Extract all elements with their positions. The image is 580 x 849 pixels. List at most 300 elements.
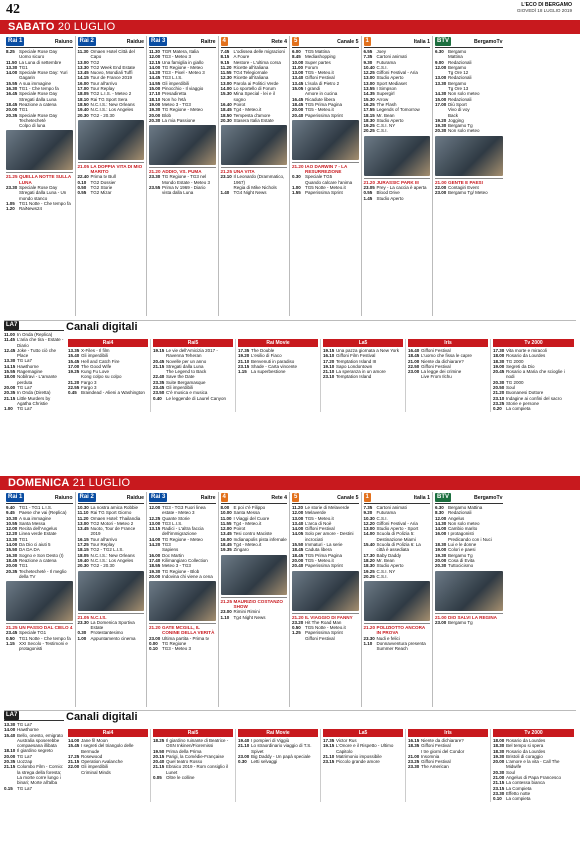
program-title: Bergamo xyxy=(448,49,467,54)
program-time: 23.20 xyxy=(292,619,304,625)
channel-logo: 1 xyxy=(365,494,369,500)
program-time: 0.55 xyxy=(77,190,87,196)
program-title: Cambio marito xyxy=(448,526,478,532)
program-title: TG1 Notte - Che tempo fa xyxy=(19,635,71,641)
program-time: 11.10 xyxy=(77,510,89,516)
program-time: 18.00 xyxy=(4,374,16,380)
program-row xyxy=(408,764,488,769)
program-time: 23.00 xyxy=(435,619,447,625)
program-time: 23.00 xyxy=(435,190,447,196)
program-time: 13.00 xyxy=(292,70,304,76)
highlight-title: N.C.I.S. xyxy=(90,614,107,620)
program-time: 15.30 xyxy=(220,91,232,97)
program-time: 23.30 xyxy=(77,619,89,625)
highlight-time: 21.05 xyxy=(77,163,89,169)
program-title: Ricette all'italiana xyxy=(233,75,269,81)
program-time: 16.40 xyxy=(220,101,232,107)
channel-column xyxy=(290,36,362,316)
program-title: Pinocchio - Il viaggio xyxy=(162,86,204,92)
program-time: 12.00 xyxy=(292,510,304,516)
program-title: Ultima partita - Prima tv xyxy=(162,635,210,641)
digital-channel-header: Iris xyxy=(408,339,488,347)
program-title: Tg4 - Meteo.it xyxy=(233,520,262,526)
program-row xyxy=(238,743,318,754)
program-title: RaiNews24 xyxy=(19,206,43,212)
program-time: 19.40 xyxy=(77,107,89,113)
program-title: Predicando con i Nuci xyxy=(448,536,492,542)
program-time: 23.00 xyxy=(220,609,232,615)
program-row xyxy=(292,531,359,542)
program-time: 0.00 xyxy=(149,641,158,647)
program-time: 13.45 xyxy=(220,531,232,537)
program-title: L'amore e la vita - Call The Midwife xyxy=(506,759,560,770)
program-time: 19.20 xyxy=(435,117,447,123)
program-title: TG1 xyxy=(19,107,28,113)
program-title: The Legend to Back xyxy=(166,369,207,375)
program-time: 16.15 xyxy=(408,738,420,743)
program-title: TG2 Mizar xyxy=(90,190,112,196)
program-title: Angelus di Papa Francesco xyxy=(506,775,562,781)
highlight-time: 21.00 xyxy=(435,614,447,620)
highlight-title: MAURIZIO COSTANZO SHOW xyxy=(233,598,283,609)
digital-channel-header: Rai4 xyxy=(68,729,148,737)
highlight-program xyxy=(78,162,145,175)
program-title: Redazionali xyxy=(448,96,472,102)
program-title: I pompieri di Viggiù xyxy=(251,738,290,743)
program-title: Scuola di Polizia 6: La città è assediata xyxy=(376,542,421,553)
program-row xyxy=(4,733,64,749)
program-time: 11.45 xyxy=(4,337,16,343)
program-time: 0.05 xyxy=(153,775,162,781)
program-title: Giffoni Festival xyxy=(305,526,335,532)
channel-header xyxy=(435,36,503,48)
program-time: 15.55 xyxy=(6,80,18,86)
channel-name: Rete 4 xyxy=(271,38,287,45)
program-time: 0.45 xyxy=(68,390,77,396)
program-time: 12.00 xyxy=(220,526,232,532)
program-row xyxy=(493,406,574,411)
program-time: 20.00 xyxy=(493,759,505,765)
program-title: I grandi xyxy=(305,86,321,92)
program-row xyxy=(493,369,574,380)
program-title: TG2 xyxy=(90,59,100,65)
program-time: 18.05 xyxy=(77,91,89,97)
program-title: The Good Wife xyxy=(81,363,112,369)
channel-column xyxy=(219,36,291,316)
program-time: 11.00 xyxy=(292,64,304,70)
digital-channel-header: Rai5 xyxy=(153,339,233,347)
program-time: 18.10 xyxy=(149,96,161,102)
program-title: La speranza in un amore xyxy=(336,369,386,375)
program-time: 15.45 xyxy=(68,358,80,364)
program-title: Colombo Film - Cornio: la strega della foresta; La morte corre lungo i binari; Morte all'alba xyxy=(17,764,64,786)
program-time: 14.00 xyxy=(4,727,16,733)
program-time: 20.00 xyxy=(6,563,18,569)
program-title: L'aria che tira - Estate - Diario xyxy=(17,337,64,348)
highlight-program xyxy=(435,178,503,185)
program-title: Reazione a catena xyxy=(19,557,57,563)
program-time: 18.25 xyxy=(153,738,165,743)
program-title: La mia Passione xyxy=(162,117,196,123)
program-title: Zingaro xyxy=(233,547,249,553)
program-row xyxy=(364,641,431,652)
program-title: Donnavventura presenta Summer Reach xyxy=(376,641,426,652)
program-time: 16.30 xyxy=(6,552,18,558)
program-time: 19.15 xyxy=(153,348,165,353)
program-title: La compieta xyxy=(506,796,531,802)
program-time: 23.00 xyxy=(238,753,250,759)
program-title: TG1 xyxy=(19,563,28,569)
program-row xyxy=(153,775,233,780)
program-title: Kung Fu Love xyxy=(81,369,110,375)
program-row xyxy=(78,526,145,537)
program-title: Tour all'arrivo xyxy=(90,80,118,86)
digital-channel-header: Iris xyxy=(408,729,488,737)
program-title: Colori e paesi xyxy=(448,547,476,553)
program-time: 20.30 xyxy=(77,563,89,569)
program-photo xyxy=(364,581,431,621)
program-title: TG La7 xyxy=(17,384,33,390)
program-title: Quel teatro Rosso xyxy=(166,759,203,765)
channel-header xyxy=(149,36,216,48)
program-time: 19.00 xyxy=(493,363,505,369)
program-time: 6.30 xyxy=(435,49,444,54)
program-title: Fargo 3 xyxy=(81,379,97,385)
program-time: 19.00 xyxy=(149,101,161,107)
digital-channel-header: Rai Movie xyxy=(238,339,318,347)
program-time: 18.05 xyxy=(77,552,89,558)
program-row xyxy=(364,128,431,133)
program-title: TG3 - TG3 Fuori linea estate - Meteo 3 xyxy=(162,505,206,516)
program-row xyxy=(153,348,233,359)
program-time: 14.00 xyxy=(68,738,80,743)
program-title: Redazionali xyxy=(448,510,472,516)
program-time: 23.55 xyxy=(149,185,161,191)
highlight-time: 21.25 xyxy=(220,169,232,175)
program-time: 12.45 xyxy=(4,347,16,353)
program-row xyxy=(78,620,145,631)
program-time: 0.15 xyxy=(4,785,13,791)
canali-digitali-sabato xyxy=(4,320,576,470)
program-time: 21.10 xyxy=(323,753,335,759)
program-time: 13.00 xyxy=(220,80,232,86)
program-row xyxy=(6,206,73,211)
program-title: Tg4 - Meteo.it xyxy=(233,107,262,113)
program-title: Gli imperdibili xyxy=(166,385,194,391)
highlight-title: GATE MCGILL, IL CONINE DELLA VERITÀ xyxy=(162,625,215,636)
program-time: 23.30 xyxy=(408,764,420,770)
program-title: TG Regione - Meteo xyxy=(162,64,203,70)
program-time: 17.10 xyxy=(149,91,161,97)
program-time: 23.05 xyxy=(363,185,375,191)
program-time: 19.30 xyxy=(435,123,447,129)
program-time: 11.20 xyxy=(292,505,304,510)
program-title: Colpo di luna xyxy=(19,123,46,129)
program-title: Diù Sport xyxy=(448,101,467,107)
program-title: In Onda (Replica) xyxy=(17,332,53,337)
digital-channel-header: Tv 2000 xyxy=(493,339,574,347)
program-title: Vivo di voy xyxy=(448,107,470,113)
program-title: Il giardino segreto xyxy=(17,748,53,754)
program-photo xyxy=(292,120,359,160)
program-time: 13.35 xyxy=(68,348,80,353)
program-time: 19.35 xyxy=(220,547,232,553)
program-title: Speciale Rose Day xyxy=(19,91,58,97)
program-title: Paperissima Sprint xyxy=(305,563,343,569)
program-title: Indianapolis pista infernale xyxy=(233,536,287,542)
program-time: 18.30 xyxy=(493,358,505,364)
program-title: Save the Date xyxy=(166,374,195,380)
program-title: TG3 L.I.S. xyxy=(162,75,183,81)
channel-name: Raitre xyxy=(200,494,216,501)
program-row xyxy=(149,174,216,185)
program-time: 14.00 xyxy=(149,64,161,70)
channel-name: Canale 5 xyxy=(337,494,359,501)
program-time: 1.15 xyxy=(238,369,247,375)
program-time: 18.45 xyxy=(408,353,420,359)
program-time: 14.00 xyxy=(363,531,375,537)
program-title: Da Dio ci aiuti 5 xyxy=(19,542,51,548)
program-photo xyxy=(149,125,216,165)
program-row xyxy=(6,641,73,652)
program-time: 20.00 xyxy=(292,557,304,563)
program-title: Speciale Rose Day xyxy=(19,112,58,118)
program-title: Tour de France 2019 xyxy=(90,75,133,81)
program-row xyxy=(6,123,73,128)
digital-channel-column xyxy=(66,729,151,802)
program-time: 13.40 xyxy=(292,520,304,526)
program-title: Niente da dichiarare? xyxy=(421,738,464,743)
program-title: TG5 Notte - Meteo.it xyxy=(305,185,346,191)
program-time: 14.20 xyxy=(149,70,161,76)
highlight-title: UNA VITA xyxy=(233,169,255,175)
program-title: L'uomo che fissa le capre xyxy=(421,353,472,359)
program-title: Protestantesimo xyxy=(90,630,124,636)
program-title: Live From Ilchu xyxy=(421,374,452,380)
program-time xyxy=(292,636,305,641)
highlight-title: QUELLA NOTTE SULLA LUNA xyxy=(19,174,71,185)
program-title: Rimini Rimini xyxy=(233,609,260,615)
program-time: 10.00 xyxy=(220,510,232,516)
program-title: Contagiri Event xyxy=(448,185,479,191)
program-time: 17.30 xyxy=(363,552,375,558)
digital-channel-header: Rai Movie xyxy=(238,729,318,737)
channel-column xyxy=(147,36,219,316)
program-title: Non solo meteo xyxy=(448,91,480,97)
program-title: Blob xyxy=(162,112,172,118)
program-time: 23.30 xyxy=(149,174,161,180)
program-time: 18.45 xyxy=(292,101,304,107)
program-title: La legge dei crimine xyxy=(421,369,462,375)
program-title: Poirot xyxy=(233,526,246,532)
page-header xyxy=(0,0,580,18)
program-title: Jane fil Moon xyxy=(81,738,108,743)
program-time: 18.45 xyxy=(6,101,18,107)
channel-column xyxy=(362,492,434,707)
program-title: TG La7 xyxy=(17,753,33,759)
program-title: Bergamo Mattina xyxy=(448,505,483,510)
program-row xyxy=(238,759,318,764)
channel-name: Raiuno xyxy=(54,494,73,501)
channel-logo: Rai 2 xyxy=(79,38,94,44)
la7-logo: LA7 xyxy=(6,712,18,718)
program-row xyxy=(68,390,148,395)
program-title: Il Leonardo (Drammatico, 1967) xyxy=(233,174,285,185)
program-title: I Simpson xyxy=(376,86,397,92)
program-title: TG3 L.I.S. xyxy=(162,520,183,526)
program-title: Futurama xyxy=(376,510,396,516)
program-title: Paese che vai (Replica) xyxy=(19,510,67,516)
program-time: 13.30 xyxy=(77,64,89,70)
program-title: Sapo Londontown xyxy=(336,363,373,369)
program-title: Giffoni Festival xyxy=(421,363,451,369)
program-time: 20.40 xyxy=(292,563,304,569)
program-time: 12.00 xyxy=(435,515,447,521)
highlight-time: 21.20 xyxy=(149,625,161,631)
program-time: 21.15 xyxy=(4,395,16,401)
program-row xyxy=(364,531,431,542)
program-time: 13.30 xyxy=(435,80,447,86)
program-row xyxy=(364,542,431,553)
program-time: 13.30 xyxy=(6,536,18,542)
digital-channel-column xyxy=(491,729,576,802)
program-time: 11.00 xyxy=(4,332,16,337)
program-time: 23.15 xyxy=(238,363,250,369)
program-title: X-Files - Il film xyxy=(81,348,110,353)
program-row xyxy=(364,574,431,579)
channel-name: Italia 1 xyxy=(413,38,430,45)
program-time: 14.00 xyxy=(6,70,18,76)
program-time xyxy=(6,123,19,128)
program-title: Santa Messa xyxy=(19,520,46,526)
program-time: 21.20 xyxy=(68,379,80,385)
channel-name: BergamoTv xyxy=(473,494,503,501)
program-time: 16.25 xyxy=(363,101,375,107)
program-title: Ricette all'italiana xyxy=(233,64,269,70)
program-time: 21.00 xyxy=(408,358,420,364)
program-time: 0.30 xyxy=(77,630,87,636)
program-time: 21.10 xyxy=(238,358,250,364)
program-time: 13.30 xyxy=(6,64,18,70)
publication-date: GIOVEDÌ 18 LUGLIO 2019 xyxy=(516,8,572,14)
program-time: 8.00 xyxy=(220,505,230,510)
program-time: 1.20 xyxy=(6,206,15,212)
program-title: Lui e le donne xyxy=(448,542,477,548)
digital-channel-header: Tv 2000 xyxy=(493,729,574,737)
program-time: 0.10 xyxy=(493,796,502,802)
program-title: Redazionali xyxy=(448,75,472,81)
program-time: 12.30 xyxy=(220,75,232,81)
program-time: 15.05 xyxy=(292,86,304,92)
program-title: Melaverde xyxy=(305,510,327,516)
digital-channel-column xyxy=(236,339,321,412)
program-time: 8.45 xyxy=(292,54,301,60)
program-time: 14.05 xyxy=(292,531,304,537)
day-header-domenica xyxy=(0,476,580,490)
program-row xyxy=(221,118,288,123)
program-title: In Onda (Diretta) xyxy=(17,390,51,396)
program-title: Parigi, la Comédie-Française xyxy=(166,753,225,759)
program-time: 1.00 xyxy=(292,185,301,191)
channel-column xyxy=(76,36,148,316)
program-title: DA DA DA xyxy=(19,547,40,553)
program-time: 23.30 xyxy=(6,185,18,191)
program-title: Cosa di Evita xyxy=(448,557,475,563)
program-title: Temptation Island xyxy=(336,374,372,380)
program-title: L'odissea delle migrazioni xyxy=(233,49,285,54)
schedule-grid-sabato xyxy=(4,36,576,316)
highlight-time: 21.25 xyxy=(220,598,232,604)
program-row xyxy=(4,396,64,407)
program-title: Arrow xyxy=(376,96,389,102)
program-title: Nudi e felici xyxy=(376,635,400,641)
program-time: 19.25 xyxy=(363,568,375,574)
program-time: 1.00 xyxy=(4,406,13,412)
highlight-program xyxy=(292,613,359,620)
program-time: 14.00 xyxy=(149,536,161,542)
program-row xyxy=(68,770,148,775)
program-time: 18.45 xyxy=(220,542,232,548)
program-photo xyxy=(435,571,503,611)
program-time: 19.15 xyxy=(323,348,335,353)
program-title: A Foure xyxy=(233,54,250,60)
program-title: TG Regione xyxy=(162,641,187,647)
highlight-time: 21.20 xyxy=(292,163,304,169)
program-time: 20.30 xyxy=(149,117,161,123)
program-title: TG3 - Meteo 3 xyxy=(162,646,192,652)
program-title: Kong colpo su colpo xyxy=(81,374,122,380)
program-title: Mr. Bean xyxy=(376,112,395,118)
program-time: 23.45 xyxy=(6,630,18,636)
program-title: Caduta libera xyxy=(305,547,332,553)
program-time: 23.35 xyxy=(153,379,165,385)
program-title: Hell and Catch Fire xyxy=(81,358,120,364)
program-title: Joey xyxy=(376,49,387,54)
program-time: 15.00 xyxy=(435,96,447,102)
program-time: 14.45 xyxy=(149,75,161,81)
program-time: 20.15 xyxy=(153,753,165,759)
program-title: TG3 - Meteo 3 xyxy=(162,54,192,60)
program-time: 15.55 xyxy=(4,369,16,375)
program-title: Appuntamento cinema xyxy=(90,635,136,641)
program-time: 17.40 xyxy=(149,557,161,563)
program-time: 11.30 xyxy=(77,49,89,54)
program-time: 12.00 xyxy=(435,64,447,70)
program-photo xyxy=(78,120,145,160)
program-title: Joke - Tutto ciò che Place xyxy=(17,347,57,359)
program-title: N.C.I.S.: Los Angeles xyxy=(90,557,134,563)
program-title: TG La7 xyxy=(17,722,33,727)
la7-column xyxy=(4,711,64,791)
program-title: Victor Rus xyxy=(336,738,357,743)
program-title: TG2 - 20.30 xyxy=(90,563,115,569)
program-time: 10.00 xyxy=(292,59,304,65)
program-title: Giffoni Festival xyxy=(421,348,451,353)
program-time: 16.00 xyxy=(435,531,447,537)
program-time: 22.40 xyxy=(153,374,165,380)
program-time: 16.45 xyxy=(292,96,304,102)
program-title: Solo per amore - Destini incrociati xyxy=(305,531,354,542)
highlight-program xyxy=(221,167,288,174)
program-time: 23.00 xyxy=(408,369,420,375)
program-time: 19.30 xyxy=(149,568,161,574)
program-title: Mr. Bean xyxy=(376,557,395,563)
la7-header xyxy=(4,321,64,331)
program-title: A sua immagine xyxy=(19,515,52,521)
program-title: Big Daddy - Un papà speciale xyxy=(251,753,311,759)
program-title: Insomnia xyxy=(421,753,440,759)
program-title: Una famiglia in giallo xyxy=(162,59,204,65)
